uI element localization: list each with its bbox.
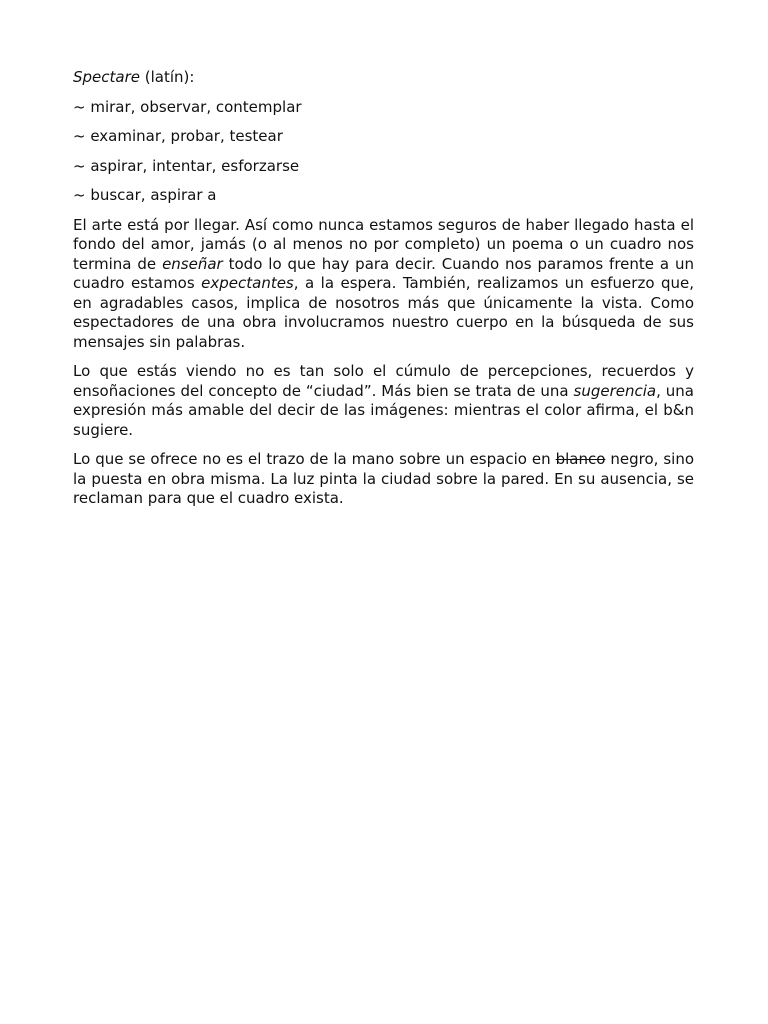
- heading-line: [73, 68, 694, 88]
- paragraph-text: , una expresión más amable del decir de las imágenes: mientras el color afirma, el b&n sugiere.: [73, 381, 694, 439]
- definition-item: ~ examinar, probar, testear: [73, 127, 283, 145]
- definition-item: ~ mirar, observar, contemplar: [73, 97, 302, 116]
- emphasis-text: enseñar: [162, 254, 223, 273]
- struck-text: blanco: [555, 450, 606, 468]
- paragraph-ciudad: [73, 362, 694, 440]
- emphasis-text: sugerencia: [573, 381, 657, 400]
- paragraph-text: El arte está por llegar. Así como nunca estamos seguros de haber llegado hasta el fondo del amor, jamás (o al menos no por completo) un poema o un cuadro nos termina de: [73, 215, 694, 273]
- paragraph-trazo: [73, 450, 694, 509]
- paragraph-text: Lo que se ofrece no es el trazo de la mano sobre un espacio en: [73, 450, 556, 468]
- heading-term: Spectare: [73, 68, 140, 86]
- document-page: [73, 68, 694, 519]
- definition-item: ~ aspirar, intentar, esforzarse: [73, 156, 300, 175]
- emphasis-text: expectantes: [201, 274, 294, 292]
- heading-language: (latín):: [140, 68, 195, 86]
- paragraph-text: todo lo que hay para decir. Cuando nos paramos frente a un cuadro estamos: [73, 254, 695, 292]
- paragraph-text: negro, sino la puesta en obra misma. La luz pinta la ciudad sobre la pared. En su ausencia, se reclaman para que el cuadro exista.: [73, 450, 695, 507]
- paragraph-arte: [73, 216, 694, 353]
- definition-item: ~ buscar, aspirar a: [73, 186, 217, 204]
- paragraph-text: , a la espera. También, realizamos un esfuerzo que, en agradables casos, implica de nosotros más que únicamente la vista. Como espectadores de una obra involucramos nuestro cuerpo en la búsqueda de sus mensajes sin palabras.: [73, 274, 694, 351]
- paragraph-text: Lo que estás viendo no es tan solo el cúmulo de percepciones, recuerdos y ensoñaciones del concepto de “ciudad”. Más bien se trata de una: [73, 362, 694, 400]
